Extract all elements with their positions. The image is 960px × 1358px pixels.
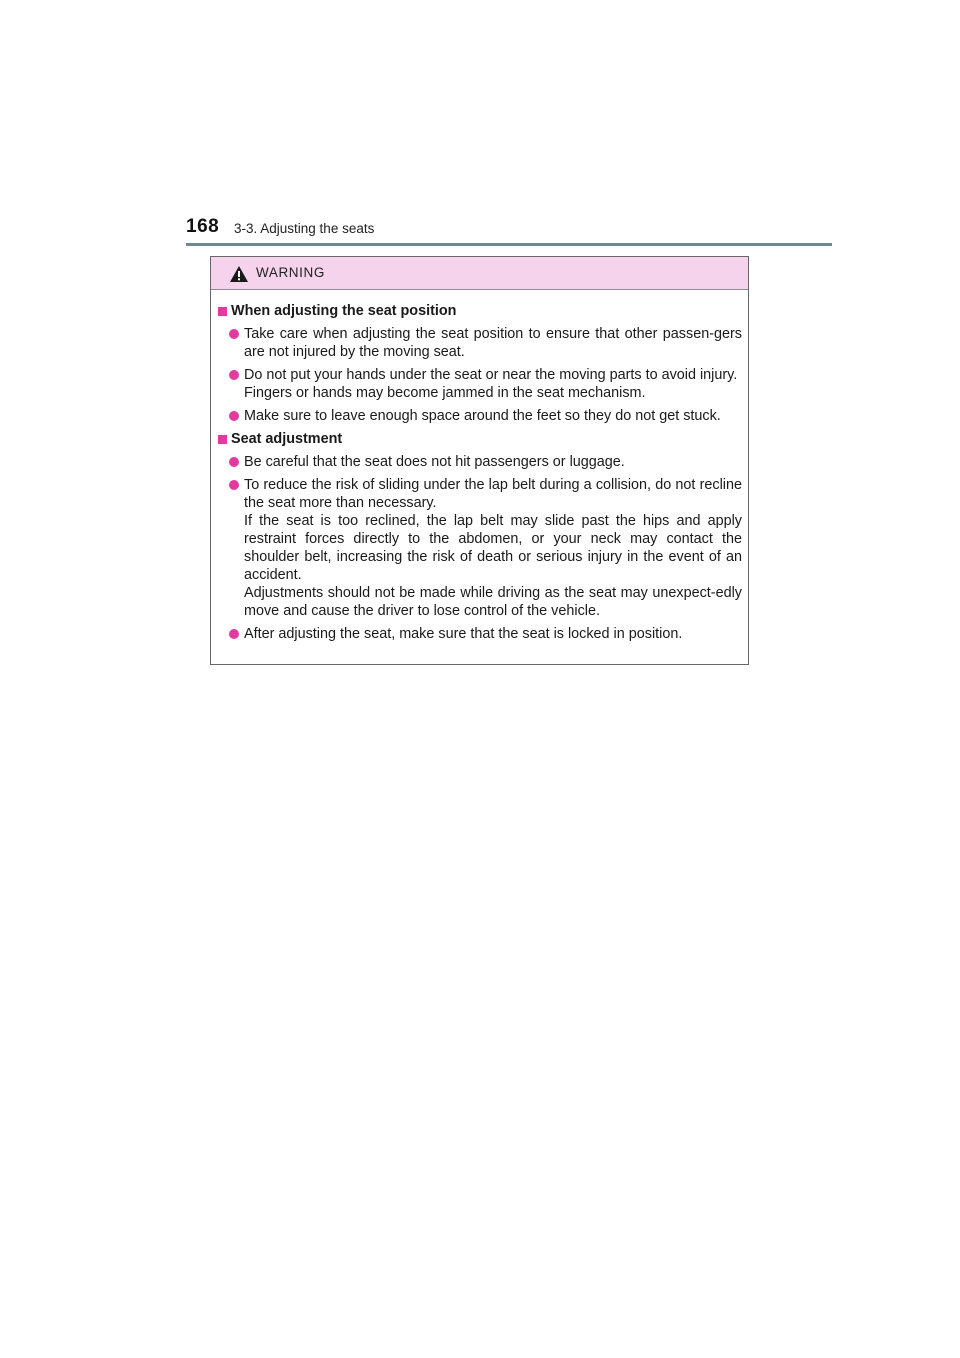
square-icon bbox=[218, 435, 227, 444]
warning-box bbox=[210, 256, 749, 665]
warning-header bbox=[211, 257, 748, 290]
square-icon bbox=[218, 307, 227, 316]
list-item bbox=[217, 453, 742, 471]
section-heading bbox=[217, 430, 742, 448]
bullet-icon bbox=[229, 480, 239, 490]
list-item bbox=[217, 476, 742, 620]
warning-section bbox=[217, 302, 742, 425]
item-text: If the seat is too reclined, the lap belt may slide past the hips and apply restraint forces directly to the abdomen, or your neck may contact the shoulder belt, increasing the risk of death or serious injury in the event of an accident. bbox=[244, 513, 742, 583]
item-text: Adjustments should not be made while driving as the seat may unexpect-edly move and cause the driver to lose control of the vehicle. bbox=[244, 585, 742, 619]
item-text: Do not put your hands under the seat or near the moving parts to avoid injury. bbox=[244, 367, 738, 383]
bullet-icon bbox=[229, 329, 239, 339]
section-heading-text: When adjusting the seat position bbox=[231, 303, 457, 319]
section-heading bbox=[217, 302, 742, 320]
warning-body bbox=[211, 290, 748, 643]
warning-section bbox=[217, 430, 742, 643]
section-title: 3-3. Adjusting the seats bbox=[234, 221, 375, 236]
list-item bbox=[217, 366, 742, 402]
item-text: Make sure to leave enough space around the feet so they do not get stuck. bbox=[244, 408, 721, 424]
list-item bbox=[217, 625, 742, 643]
warning-label: WARNING bbox=[256, 265, 325, 280]
page-header bbox=[186, 216, 832, 244]
bullet-icon bbox=[229, 411, 239, 421]
bullet-icon bbox=[229, 370, 239, 380]
bullet-list bbox=[217, 325, 742, 425]
bullet-icon bbox=[229, 629, 239, 639]
warning-triangle-icon bbox=[229, 265, 249, 283]
item-text: Take care when adjusting the seat position to ensure that other passen-gers are not injured by the moving seat. bbox=[244, 326, 742, 360]
header-rule bbox=[186, 243, 832, 246]
item-text: To reduce the risk of sliding under the lap belt during a collision, do not recline the seat more than necessary. bbox=[244, 477, 742, 511]
item-text: Fingers or hands may become jammed in the seat mechanism. bbox=[244, 385, 646, 401]
bullet-list bbox=[217, 453, 742, 643]
section-heading-text: Seat adjustment bbox=[231, 431, 343, 447]
item-text: After adjusting the seat, make sure that the seat is locked in position. bbox=[244, 626, 683, 642]
list-item bbox=[217, 407, 742, 425]
item-text: Be careful that the seat does not hit passengers or luggage. bbox=[244, 454, 625, 470]
page-number: 168 bbox=[186, 216, 220, 237]
bullet-icon bbox=[229, 457, 239, 467]
list-item bbox=[217, 325, 742, 361]
